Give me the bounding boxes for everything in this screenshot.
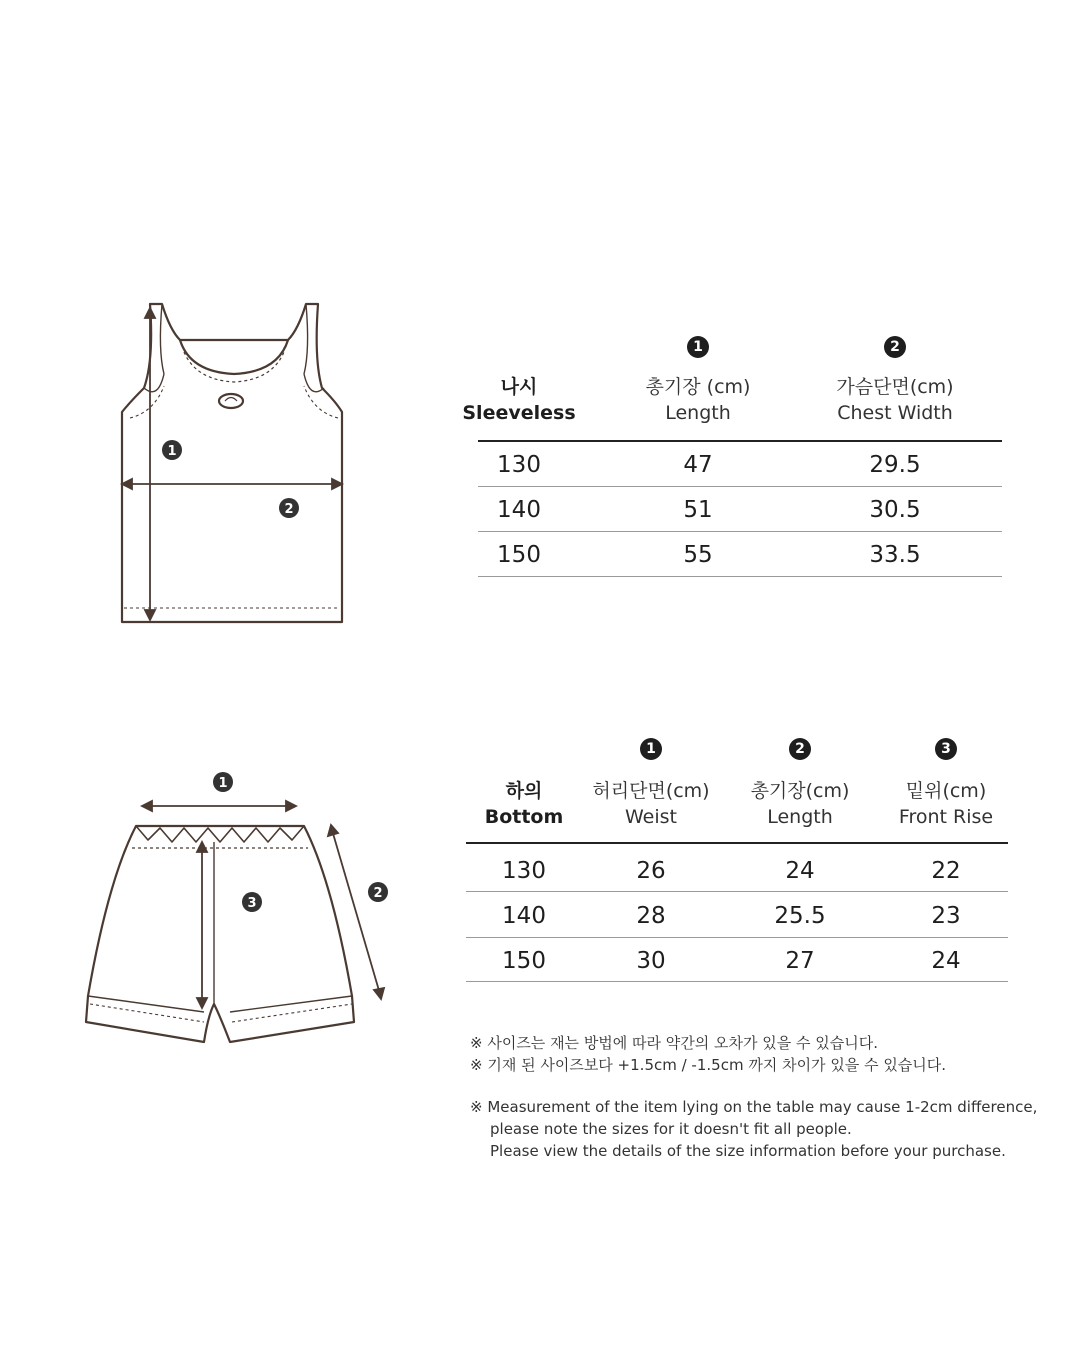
category-header: 하의 Bottom (484, 780, 564, 828)
svg-text:3: 3 (247, 896, 257, 911)
svg-text:1: 1 (167, 444, 177, 459)
note-en-2: please note the sizes for it doesn't fit all people. (490, 1120, 852, 1138)
row-divider (478, 486, 1002, 487)
row-divider (466, 891, 1008, 892)
svg-text:2: 2 (284, 502, 294, 517)
row-divider (478, 531, 1002, 532)
size-notes (470, 1032, 1037, 1162)
sleeveless-illustration (100, 290, 370, 640)
row-divider (466, 981, 1008, 982)
svg-text:2: 2 (373, 886, 383, 901)
bottom-illus-marker-1 (213, 772, 233, 792)
svg-text:1: 1 (218, 776, 228, 791)
column-marker-3: 3 (935, 738, 957, 760)
column-header-length: 총기장 (cm) Length (645, 376, 751, 424)
category-header: 나시 Sleeveless (462, 376, 576, 424)
bottom-illus-marker-3 (242, 892, 262, 912)
bottom-illus-marker-2 (368, 882, 388, 902)
row-divider (466, 937, 1008, 938)
note-en-1: ※ Measurement of the item lying on the table may cause 1-2cm difference, (470, 1098, 1038, 1116)
column-marker-2: 2 (884, 336, 906, 358)
note-en-3: Please view the details of the size information before your purchase. (490, 1142, 1006, 1160)
column-header-length: 총기장(cm) Length (750, 780, 850, 828)
row-divider (478, 576, 1002, 577)
header-divider (466, 842, 1008, 844)
column-marker-1: 1 (640, 738, 662, 760)
note-ko-1: ※ 사이즈는 재는 방법에 따라 약간의 오차가 있을 수 있습니다. (470, 1034, 879, 1052)
header-divider (478, 440, 1002, 442)
top-illus-marker-2 (279, 498, 299, 518)
column-marker-1: 1 (687, 336, 709, 358)
top-illus-marker-1 (162, 440, 182, 460)
column-header-chest: 가슴단면(cm) Chest Width (836, 376, 954, 424)
column-header-waist: 허리단면(cm) Weist (592, 780, 710, 828)
note-ko-2: ※ 기재 된 사이즈보다 +1.5cm / -1.5cm 까지 차이가 있을 수 있습니다. (470, 1056, 947, 1074)
sleeveless-size-table: 1 2 나시 Sleeveless 총기장 (cm) Length 가슴단면(cm) Chest Width 130 47 29.5 140 51 30.5 150 55 33.5 (478, 336, 1002, 580)
shorts-illustration (70, 760, 400, 1060)
bottom-size-table: 1 2 3 하의 Bottom 허리단면(cm) Weist 총기장(cm) Length 밑위(cm) Front Rise 130 26 24 22 140 28 25.5 23 150 30 27 24 (466, 738, 1008, 984)
column-header-rise: 밑위(cm) Front Rise (898, 780, 994, 828)
column-marker-2: 2 (789, 738, 811, 760)
